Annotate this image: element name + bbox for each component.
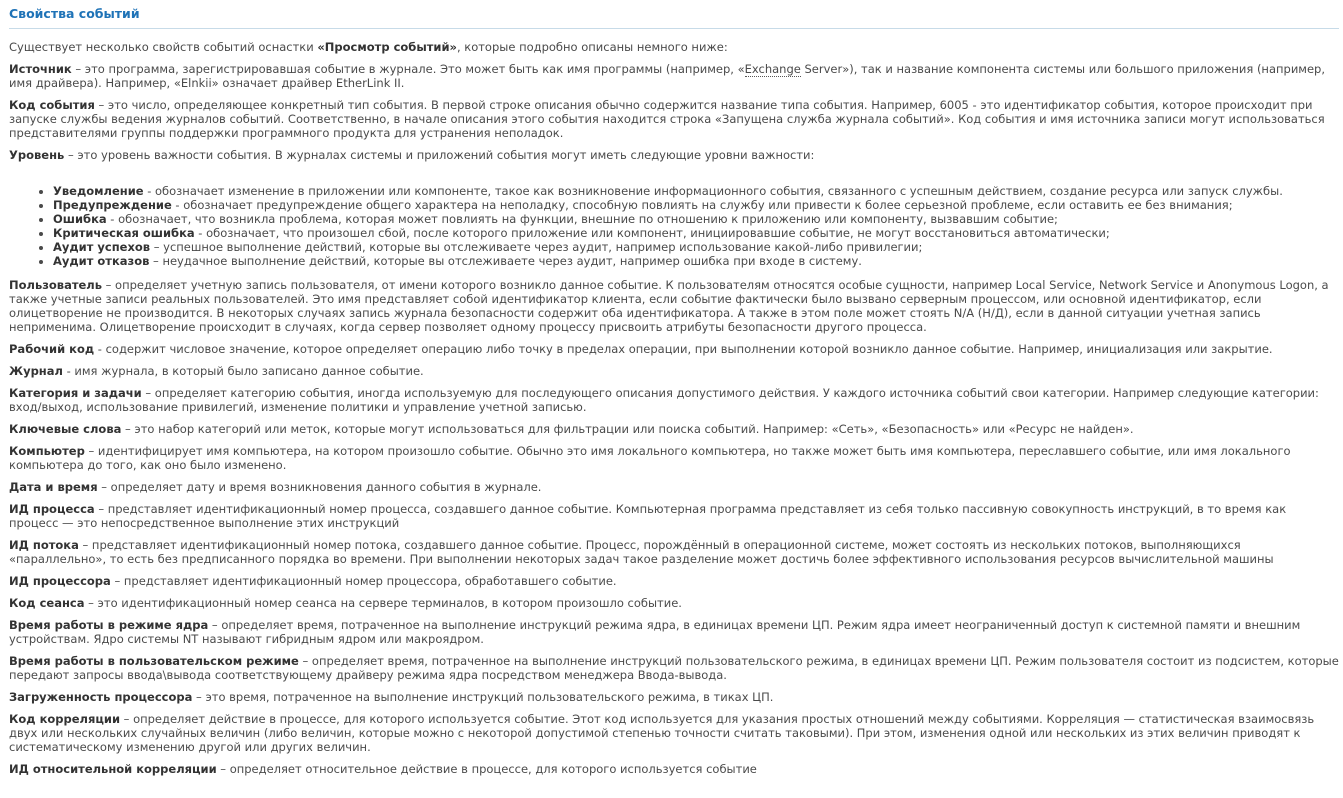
property-text: – это уровень важности события. В журналах системы и приложений события могут иметь следующие уровни важности: xyxy=(64,148,815,162)
property-paragraph xyxy=(9,654,1339,682)
property-paragraph xyxy=(9,148,1339,162)
property-term: Критическая ошибка xyxy=(53,226,195,240)
list-item xyxy=(53,254,1339,268)
property-text-end: Server»), так и название компонента системы или большого приложения (например, имя драйвера). Например, «Elnkii» означает драйвер EtherLink II. xyxy=(9,62,1325,90)
property-paragraph xyxy=(9,364,1339,378)
property-text: – успешное выполнение действий, которые вы отслеживаете через аудит, например использование какой-либо привилегии; xyxy=(150,240,923,254)
property-text: – это идентификационный номер сеанса на сервере терминалов, в котором произошло событие. xyxy=(84,596,682,610)
property-term: Аудит успехов xyxy=(53,240,151,254)
property-text: - содержит числовое значение, которое определяет операцию либо точку в пределах операции, при выполнении которой возникло данное событие. Например, инициализация или закрытие. xyxy=(94,342,1273,356)
property-paragraph xyxy=(9,502,1339,530)
property-term: Рабочий код xyxy=(9,342,95,356)
property-term: Код корреляции xyxy=(9,712,121,726)
property-term: ИД потока xyxy=(9,538,79,552)
property-text: – представляет идентификационный номер процессора, обработавшего событие. xyxy=(110,574,617,588)
property-text: – определяет относительное действие в процессе, для которого используется событие xyxy=(216,762,757,776)
list-item xyxy=(53,240,1339,254)
property-paragraph xyxy=(9,386,1339,414)
property-text: – определяет дату и время возникновения данного события в журнале. xyxy=(97,480,542,494)
property-term: ИД процесса xyxy=(9,502,95,516)
property-text: – это число, определяющее конкретный тип события. В первой строке описания обычно содержится название типа события. Например, 6005 - это идентификатор события, которое происходит при запуске службы ведения журналов событий. Соответственно, в начале описания этого события находится строка «Запущена служба журнала событий». Код события и имя источника записи могут использоваться представителями группы поддержки программного продукта для устранения неполадок. xyxy=(9,98,1325,140)
property-paragraph xyxy=(9,480,1339,494)
property-text: - обозначает, что возникла проблема, которая может повлиять на функции, внешние по отношению к приложению или компоненту, вызвавшим событие; xyxy=(106,212,1058,226)
property-text: – это набор категорий или меток, которые могут использоваться для фильтрации или поиска событий. Например: «Сеть», «Безопасность» или «Ресурс не найден». xyxy=(121,422,1134,436)
property-term: Код события xyxy=(9,98,95,112)
property-text: – представляет идентификационный номер процесса, создавшего данное событие. Компьютерная программа представляет из себя только пассивную совокупность инструкций, в то время как процесс — это непосредственное выполнение этих инструкций xyxy=(9,502,1287,530)
property-paragraph xyxy=(9,574,1339,588)
property-text: – определяет время, потраченное на выполнение инструкций режима ядра, в единицах времени ЦП. Режим ядра имеет неограниченный доступ к системной памяти и внешним устройствам. Ядро системы NT называют гибридным ядром или макроядром. xyxy=(9,618,1301,646)
property-paragraph xyxy=(9,596,1339,610)
property-term: Ошибка xyxy=(53,212,107,226)
property-text: - имя журнала, в который было записано данное событие. xyxy=(62,364,424,378)
property-paragraph xyxy=(9,278,1339,334)
property-text: – неудачное выполнение действий, которые вы отслеживаете через аудит, например ошибка при входе в систему. xyxy=(149,254,862,268)
exchange-link[interactable]: Exchange xyxy=(744,62,801,76)
property-text: – определяет время, потраченное на выполнение инструкций пользовательского режима, в единицах времени ЦП. Режим пользователя состоит из подсистем, которые передают запросы ввода\вывода соответствующему драйверу режима ядра посредством менеджера Ввода-вывода. xyxy=(9,654,1339,682)
property-term: ИД относительной корреляции xyxy=(9,762,217,776)
intro-text-end: , которые подробно описаны немного ниже: xyxy=(456,40,728,54)
property-text: - обозначает предупреждение общего характера на неполадку, способную повлиять на службу или привести к более серьезной проблеме, если оставить ее без внимания; xyxy=(171,198,1233,212)
property-paragraph xyxy=(9,538,1339,566)
property-term: Журнал xyxy=(9,364,63,378)
property-paragraph xyxy=(9,690,1339,704)
property-term: Предупреждение xyxy=(53,198,172,212)
property-paragraph xyxy=(9,422,1339,436)
intro-paragraph xyxy=(9,40,1339,54)
intro-bold: «Просмотр событий» xyxy=(317,40,457,54)
property-text: - обозначает, что произошел сбой, после которого приложение или компонент, инициировавшие событие, не могут восстановиться автоматически; xyxy=(194,226,1110,240)
property-term: Время работы в пользовательском режиме xyxy=(9,654,299,668)
property-text: – это время, потраченное на выполнение инструкций пользовательского режима, в тиках ЦП. xyxy=(192,690,774,704)
property-text: – определяет категорию события, иногда используемую для последующего описания допустимого действия. У каждого источника событий свои категории. Например следующие категории: вход/выход, использование привилегий, изменение политики и управление учетной записью. xyxy=(9,386,1319,414)
property-term: Компьютер xyxy=(9,444,85,458)
property-term: Аудит отказов xyxy=(53,254,150,268)
property-text: – это программа, зарегистрировавшая событие в журнале. Это может быть как имя программы (например, « xyxy=(71,62,745,76)
property-text: - обозначает изменение в приложении или компоненте, такое как возникновение информационного события, связанного с успешным действием, создание ресурса или запуск службы. xyxy=(143,184,1283,198)
property-paragraph xyxy=(9,618,1339,646)
list-item xyxy=(53,212,1339,226)
property-term: Загруженность процессора xyxy=(9,690,193,704)
property-text: – идентифицирует имя компьютера, на котором произошло событие. Обычно это имя локального компьютера, но также может быть имя компьютера, переславшего событие, или имя локального компьютера до того, как оно было изменено. xyxy=(9,444,1291,472)
property-term: Уровень xyxy=(9,148,65,162)
property-paragraph xyxy=(9,762,1339,776)
levels-list xyxy=(9,184,1339,268)
property-paragraph xyxy=(9,712,1339,754)
property-term: Категория и задачи xyxy=(9,386,142,400)
list-item xyxy=(53,226,1339,240)
property-term: ИД процессора xyxy=(9,574,111,588)
property-text: – определяет учетную запись пользователя, от имени которого возникло данное событие. К пользователям относятся особые сущности, например Local Service, Network Service и Anonymous Logon, а также учетные записи реальных пользователей. Это имя представляет собой идентификатор клиента, если событие фактически было вызвано серверным процессом, или основной идентификатор, если олицетворение не производится. В некоторых случаях запись журнала безопасности содержит оба идентификатора. А также в этом поле может стоять N/A (Н/Д), если в данной ситуации учетная запись неприменима. Олицетворение происходит в случаях, когда сервер позволяет одному процессу присвоить атрибуты безопасности другого процесса. xyxy=(9,278,1329,334)
list-item xyxy=(53,198,1339,212)
intro-text: Существует несколько свойств событий оснастки xyxy=(9,40,318,54)
property-paragraph xyxy=(9,342,1339,356)
property-term: Код сеанса xyxy=(9,596,85,610)
property-term: Ключевые слова xyxy=(9,422,122,436)
property-paragraph xyxy=(9,444,1339,472)
property-text: – определяет действие в процессе, для которого используется событие. Этот код используется для указания простых отношений между событиями. Корреляция — статистическая взаимосвязь двух или нескольких случайных величин (либо величин, которые можно с некоторой допустимой степенью точности считать таковыми). При этом, изменения одной или нескольких из этих величин приводят к систематическому изменению другой или других величин. xyxy=(9,712,1315,754)
property-term: Уведомление xyxy=(53,184,144,198)
page-title: Свойства событий xyxy=(9,7,1339,29)
property-source xyxy=(9,62,1339,90)
property-term: Дата и время xyxy=(9,480,98,494)
property-term: Пользователь xyxy=(9,278,102,292)
property-text: – представляет идентификационный номер потока, создавшего данное событие. Процесс, порождённый в операционной системе, может состоять из нескольких потоков, выполняющихся «параллельно», то есть без предписанного порядка во времени. При выполнении некоторых задач такое разделение может достичь более эффективного использования ресурсов вычислительной машины xyxy=(9,538,1274,566)
property-term: Источник xyxy=(9,62,72,76)
property-paragraph xyxy=(9,98,1339,140)
property-term: Время работы в режиме ядра xyxy=(9,618,209,632)
list-item xyxy=(53,184,1339,198)
